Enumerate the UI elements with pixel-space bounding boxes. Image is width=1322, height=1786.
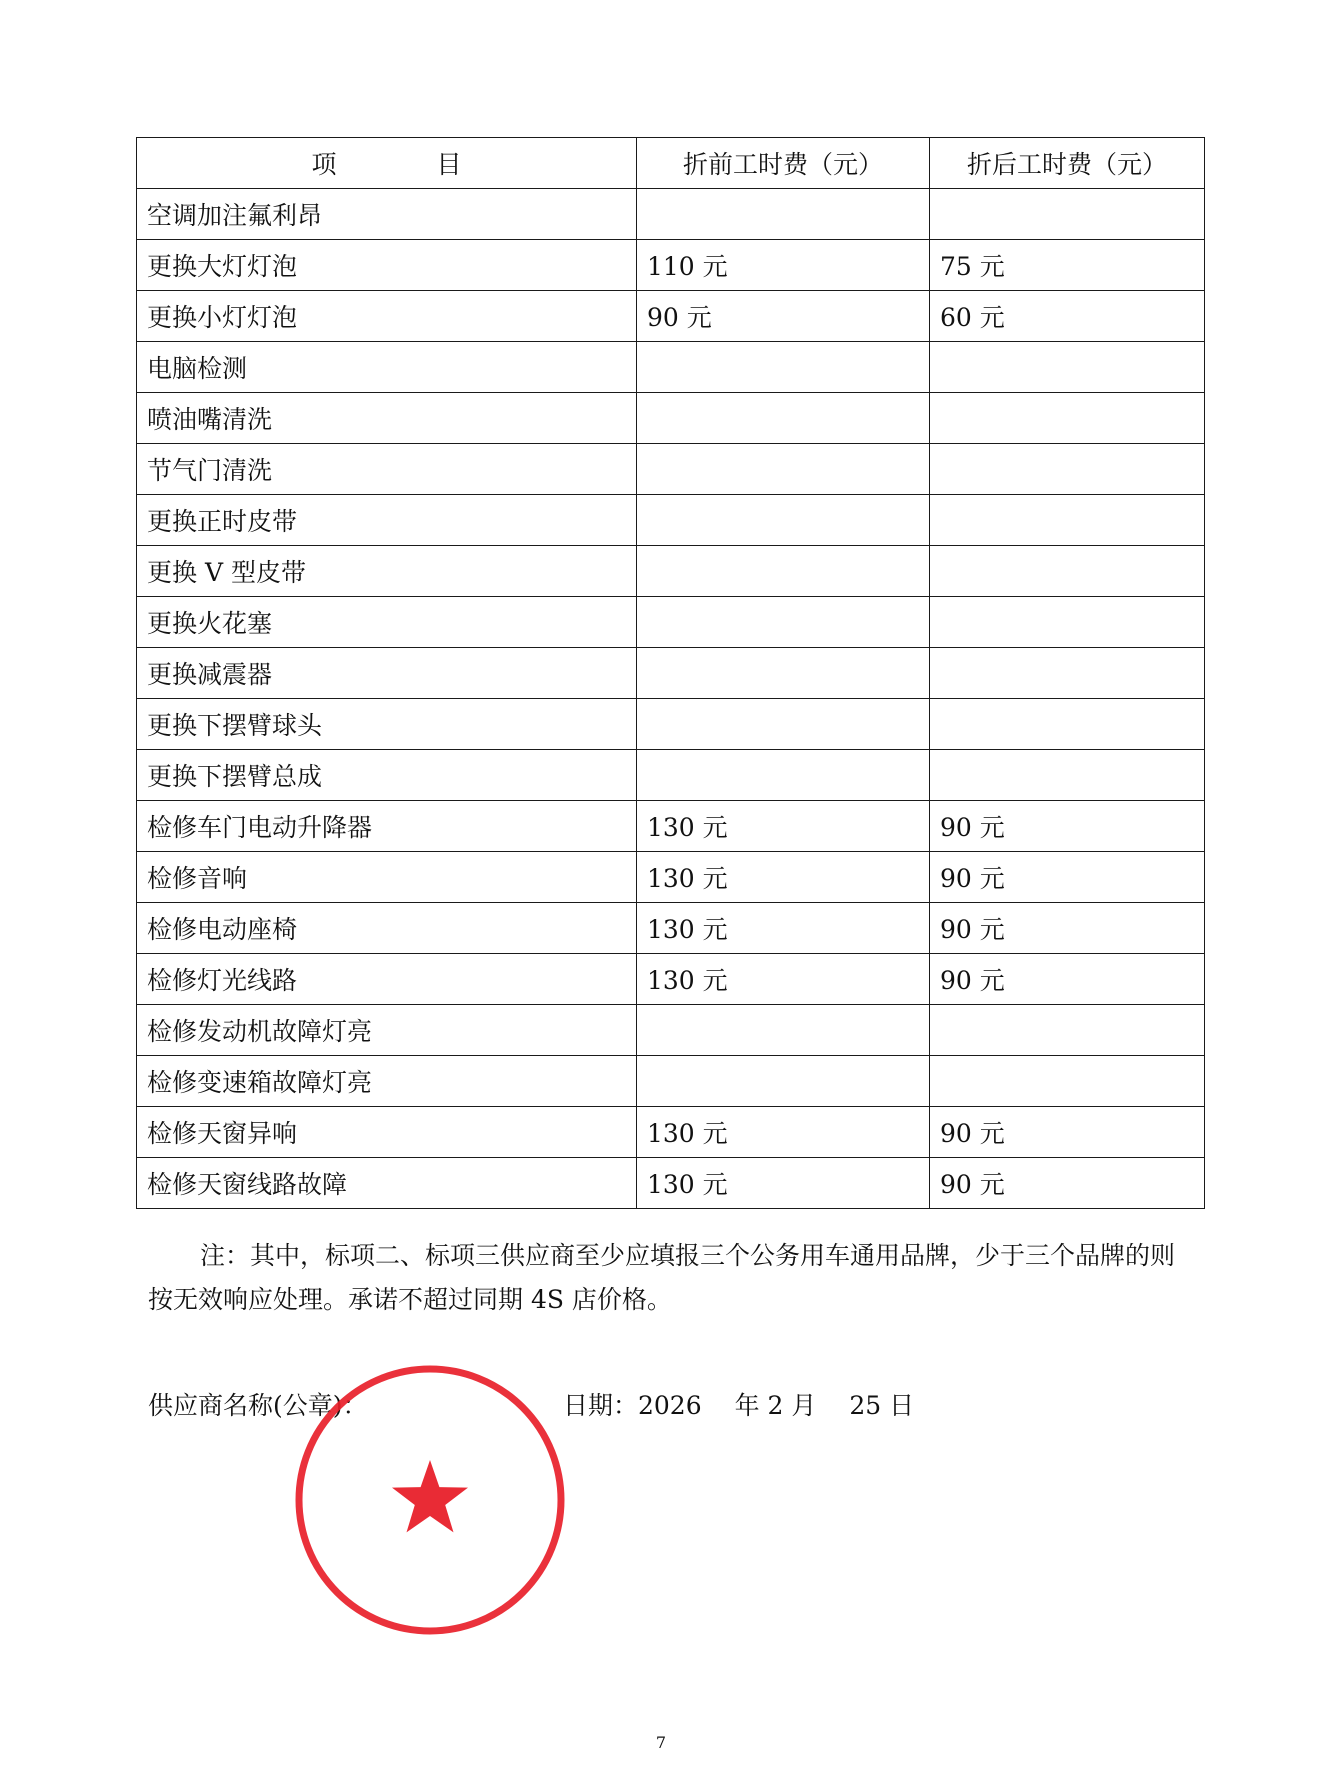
after-discount-cell: 60 元: [930, 291, 1205, 342]
before-discount-cell: [637, 444, 930, 495]
after-discount-cell: 90 元: [930, 852, 1205, 903]
before-discount-cell: [637, 1056, 930, 1107]
official-seal: [290, 1360, 570, 1640]
after-discount-cell: [930, 444, 1205, 495]
after-discount-cell: 90 元: [930, 801, 1205, 852]
table-row: [137, 699, 1205, 750]
item-cell: 检修天窗异响: [137, 1107, 637, 1158]
item-cell: 检修车门电动升降器: [137, 801, 637, 852]
before-discount-cell: 90 元: [637, 291, 930, 342]
seal-star-icon: [392, 1460, 468, 1532]
item-cell: 更换大灯灯泡: [137, 240, 637, 291]
after-discount-cell: 90 元: [930, 903, 1205, 954]
footnote: 注：其中，标项二、标项三供应商至少应填报三个公务用车通用品牌，少于三个品牌的则按无效响应处理。承诺不超过同期 4S 店价格。: [148, 1241, 1176, 1314]
after-discount-cell: [930, 342, 1205, 393]
after-discount-cell: [930, 1056, 1205, 1107]
table-row: [137, 1107, 1205, 1158]
table-header-row: [137, 138, 1205, 189]
date-line: 日期：2026 年 2 月 25 日: [563, 1391, 915, 1420]
supplier-name-label: 供应商名称(公章)：: [148, 1391, 368, 1420]
table-row: [137, 852, 1205, 903]
table-row: [137, 648, 1205, 699]
header-before-discount: 折前工时费（元）: [637, 138, 930, 189]
table-row: [137, 801, 1205, 852]
before-discount-cell: [637, 546, 930, 597]
table-row: [137, 189, 1205, 240]
before-discount-cell: [637, 1005, 930, 1056]
table-row: [137, 903, 1205, 954]
item-cell: 检修天窗线路故障: [137, 1158, 637, 1209]
item-cell: 更换下摆臂球头: [137, 699, 637, 750]
table-row: [137, 444, 1205, 495]
item-cell: 节气门清洗: [137, 444, 637, 495]
before-discount-cell: [637, 597, 930, 648]
item-cell: 检修电动座椅: [137, 903, 637, 954]
header-item: 项 目: [137, 138, 637, 189]
item-cell: 检修发动机故障灯亮: [137, 1005, 637, 1056]
before-discount-cell: [637, 393, 930, 444]
before-discount-cell: [637, 750, 930, 801]
table-row: [137, 291, 1205, 342]
item-cell: 更换正时皮带: [137, 495, 637, 546]
after-discount-cell: [930, 750, 1205, 801]
before-discount-cell: 130 元: [637, 903, 930, 954]
item-cell: 检修灯光线路: [137, 954, 637, 1005]
table-row: [137, 546, 1205, 597]
after-discount-cell: [930, 393, 1205, 444]
after-discount-cell: [930, 597, 1205, 648]
table-row: [137, 1056, 1205, 1107]
table-row: [137, 240, 1205, 291]
after-discount-cell: [930, 699, 1205, 750]
after-discount-cell: [930, 648, 1205, 699]
table-row: [137, 393, 1205, 444]
before-discount-cell: 130 元: [637, 1107, 930, 1158]
table-row: [137, 597, 1205, 648]
item-cell: 检修音响: [137, 852, 637, 903]
after-discount-cell: [930, 1005, 1205, 1056]
item-cell: 更换下摆臂总成: [137, 750, 637, 801]
before-discount-cell: [637, 189, 930, 240]
after-discount-cell: 90 元: [930, 1107, 1205, 1158]
item-cell: 检修变速箱故障灯亮: [137, 1056, 637, 1107]
before-discount-cell: 130 元: [637, 852, 930, 903]
item-cell: 空调加注氟利昂: [137, 189, 637, 240]
table-row: [137, 342, 1205, 393]
before-discount-cell: 130 元: [637, 1158, 930, 1209]
after-discount-cell: [930, 495, 1205, 546]
item-cell: 喷油嘴清洗: [137, 393, 637, 444]
header-after-discount: 折后工时费（元）: [930, 138, 1205, 189]
before-discount-cell: [637, 699, 930, 750]
table-row: [137, 1158, 1205, 1209]
item-cell: 更换小灯灯泡: [137, 291, 637, 342]
before-discount-cell: 110 元: [637, 240, 930, 291]
after-discount-cell: 75 元: [930, 240, 1205, 291]
before-discount-cell: [637, 342, 930, 393]
before-discount-cell: [637, 648, 930, 699]
before-discount-cell: [637, 495, 930, 546]
table-row: [137, 495, 1205, 546]
item-cell: 更换减震器: [137, 648, 637, 699]
after-discount-cell: 90 元: [930, 954, 1205, 1005]
table-row: [137, 750, 1205, 801]
table-row: [137, 1005, 1205, 1056]
after-discount-cell: [930, 189, 1205, 240]
item-cell: 更换 V 型皮带: [137, 546, 637, 597]
before-discount-cell: 130 元: [637, 954, 930, 1005]
after-discount-cell: [930, 546, 1205, 597]
after-discount-cell: 90 元: [930, 1158, 1205, 1209]
table-row: [137, 954, 1205, 1005]
item-cell: 电脑检测: [137, 342, 637, 393]
page-number: 7: [655, 1733, 667, 1752]
item-cell: 更换火花塞: [137, 597, 637, 648]
before-discount-cell: 130 元: [637, 801, 930, 852]
labor-fee-table: [136, 137, 1205, 1209]
